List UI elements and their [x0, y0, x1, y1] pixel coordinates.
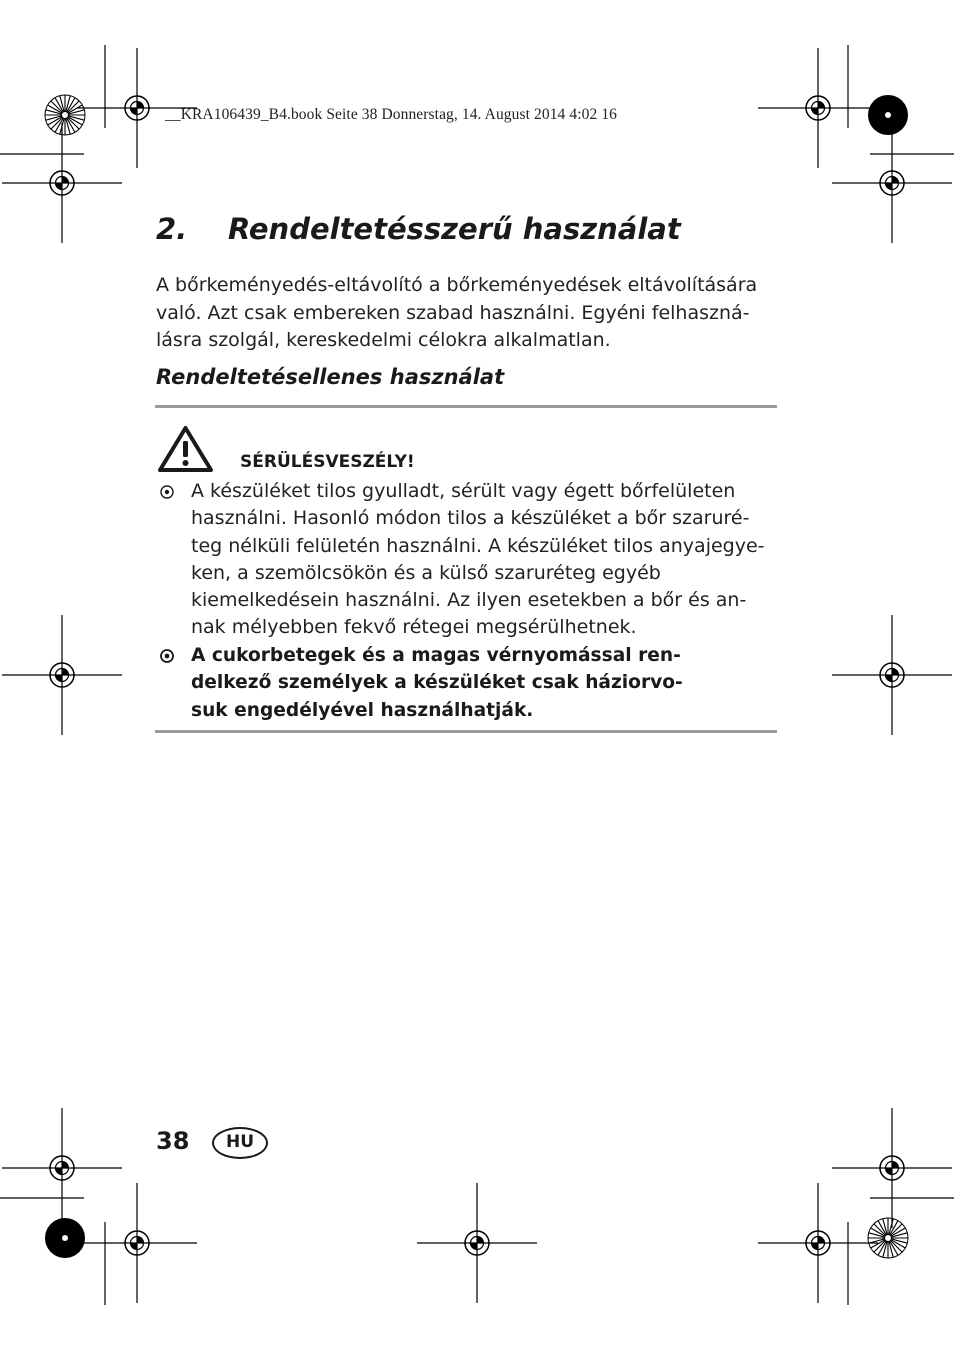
- language-badge: HU: [212, 1127, 268, 1159]
- registration-mark: [832, 615, 952, 735]
- registration-mark: [758, 1183, 878, 1303]
- circled-dot-bullet-icon: [159, 648, 175, 664]
- sunburst-mark-bottom-right: [868, 1218, 908, 1258]
- intro-paragraph: [156, 272, 786, 355]
- registration-mark: [832, 1108, 952, 1228]
- warning-item-line: A cukorbetegek és a magas vérnyomással ren-: [191, 645, 681, 666]
- warning-item-line: használni. Hasonló módon tilos a készüléket a bőr szaruré-: [191, 507, 750, 530]
- section-title: [156, 212, 681, 246]
- warning-item-line: A készüléket tilos gyulladt, sérült vagy égett bőrfelületen: [191, 480, 736, 502]
- warning-item-line: nak mélyebben fekvő rétegei megsérülhetnek.: [191, 616, 637, 639]
- warning-item-line: ken, a szemölcsökön és a külső szaruréteg egyéb: [191, 561, 661, 584]
- warning-item-line: delkező személyek a készüléket csak háziorvo-: [191, 672, 683, 694]
- registration-mark: [758, 48, 878, 168]
- section-number: 2.: [156, 212, 188, 246]
- print-file-header: __KRA106439_B4.book Seite 38 Donnerstag, 14. August 2014 4:02 16: [165, 106, 618, 123]
- warning-item-line: teg nélküli felületén használni. A készüléket tilos anyajegye-: [191, 534, 765, 557]
- registration-mark: [417, 1183, 537, 1303]
- warning-title: SÉRÜLÉSVESZÉLY!: [240, 452, 415, 472]
- registration-mark: [2, 1108, 122, 1228]
- warning-box-bottom-rule: [155, 730, 777, 733]
- sunburst-mark-top-left: [45, 95, 85, 135]
- intro-line: A bőrkeményedés-eltávolító a bőrkeményedések eltávolítására: [156, 274, 758, 296]
- warning-box-top-rule: [155, 405, 777, 408]
- sunburst-mark-top-right: [868, 95, 908, 135]
- intro-line: való. Azt csak embereken szabad használni. Egyéni felhaszná-: [156, 301, 750, 324]
- warning-item: [191, 478, 765, 642]
- intro-line: lásra szolgál, kereskedelmi célokra alkalmatlan.: [156, 329, 611, 351]
- warning-item-line: kiemelkedésein használni. Az ilyen esetekben a bőr és an-: [191, 589, 747, 612]
- registration-mark: [832, 123, 952, 243]
- page-number: 38: [156, 1127, 190, 1155]
- circled-dot-bullet-icon: [159, 484, 175, 500]
- sunburst-mark-bottom-left: [45, 1218, 85, 1258]
- subsection-title: Rendeltetésellenes használat: [156, 365, 505, 389]
- section-title-text: Rendeltetésszerű használat: [228, 212, 681, 246]
- warning-item-bold: [191, 642, 683, 724]
- warning-triangle-icon: [157, 425, 214, 473]
- registration-mark: [77, 1183, 197, 1303]
- registration-mark: [2, 123, 122, 243]
- warning-item-line: suk engedélyével használhatják.: [191, 699, 534, 721]
- registration-mark: [2, 615, 122, 735]
